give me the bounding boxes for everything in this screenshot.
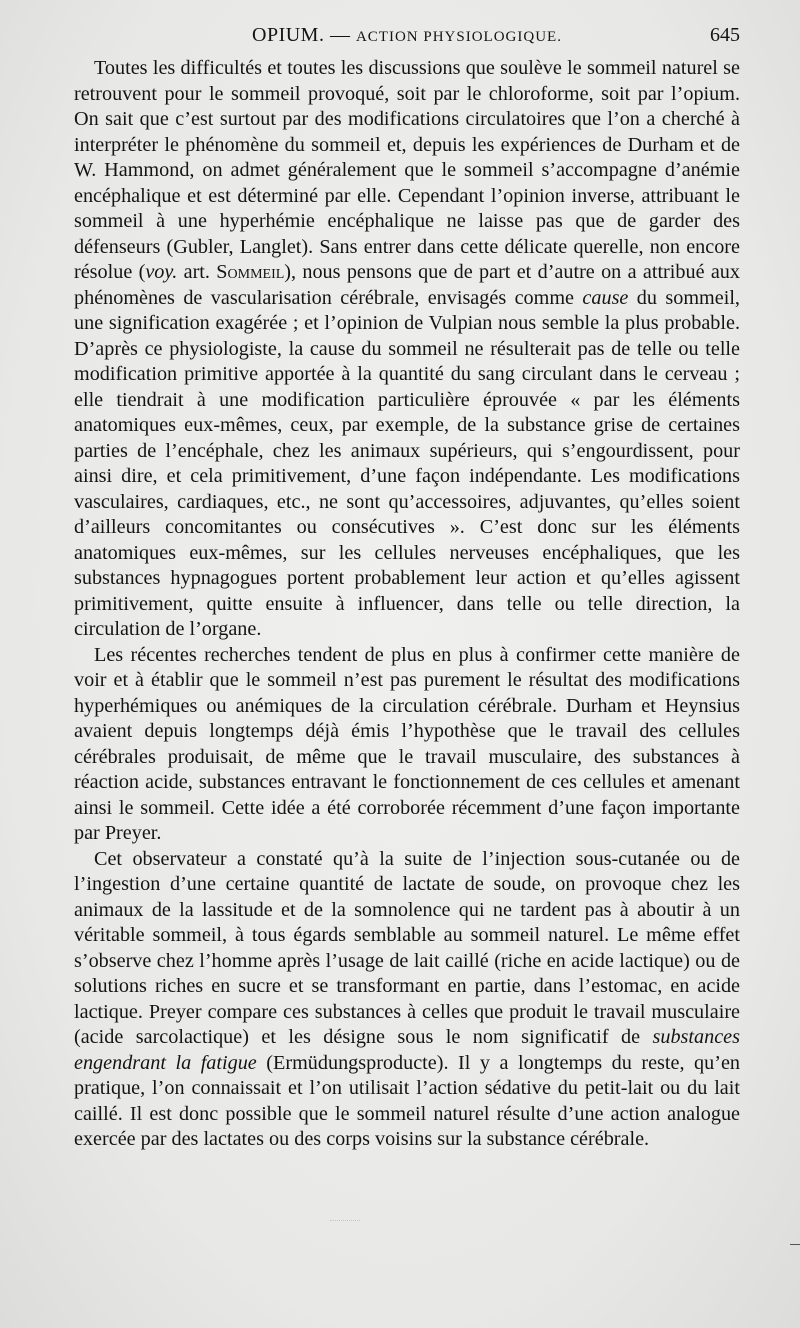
page-number: 645 bbox=[710, 24, 740, 46]
title-dash: — bbox=[324, 24, 356, 46]
cross-reference-sommeil: Sommeil bbox=[216, 261, 285, 283]
ink-smudge bbox=[330, 1214, 360, 1221]
paragraph-1-text-b: ), nous pensons que de part et d’autre on a attribué aux phénomènes de vascularisation cérébrale, envisagés comme bbox=[74, 261, 740, 309]
paragraph-1 bbox=[74, 56, 740, 643]
paragraph-3-text-a: Cet observateur a constaté qu’à la suite de l’injection sous-cutanée ou de l’ingestion d’une certaine quantité de lactate de soude, on provoque chez les animaux de la lassitude et de la somnolence qui ne tardent pas à aboutir à un véritable sommeil, à tous égards semblable au sommeil naturel. Le même effet s’observe chez l’homme après l’usage de lait caillé (riche en acide lactique) ou de solutions riches en sucre et se transformant en partie, dans l’estomac, en acide lactique. Preyer compare ces substances à celles que produit le travail musculaire (acide sarcolactique) et les désigne sous le nom significatif de bbox=[74, 847, 740, 1048]
page-edge-mark bbox=[790, 1244, 800, 1245]
title-subtitle: ACTION PHYSIOLOGIQUE. bbox=[355, 29, 562, 45]
emphasis-substances-fatigue: substances engendrant la fatigue bbox=[74, 1026, 740, 1074]
running-header bbox=[74, 24, 740, 54]
running-title bbox=[74, 24, 740, 47]
title-main: OPIUM. bbox=[252, 24, 325, 46]
paragraph-1-text-a: Toutes les difficultés et toutes les discussions que soulève le sommeil naturel se retrouvent pour le sommeil provoqué, soit par le chloroforme, soit par l’opium. On sait que c’est surtout par des modifications circulatoires que l’on a cherché à interpréter le phénomène du sommeil et, depuis les expériences de Durham et de W. Hammond, on admet généralement que le sommeil s’accompagne d’anémie encéphalique et est déterminé par elle. Cependant l’opinion inverse, attribuant le sommeil à une hyperhémie encéphalique ne laisse pas que de garder des défenseurs (Gubler, Langlet). Sans entrer dans cette délicate querelle, non encore résolue ( bbox=[74, 57, 740, 283]
voy-abbreviation: voy. bbox=[145, 261, 178, 283]
emphasis-cause: cause bbox=[582, 286, 629, 309]
body-text bbox=[74, 56, 740, 1153]
paragraph-3 bbox=[74, 847, 740, 1153]
paragraph-1-art: art. bbox=[177, 261, 217, 283]
paragraph-2 bbox=[74, 643, 740, 847]
paragraph-2-text: Les récentes recherches tendent de plus en plus à confirmer cette manière de voir et à établir que le sommeil n’est pas purement le résultat des modifications hyperhémiques ou anémiques de la circulation cérébrale. Durham et Heynsius avaient depuis longtemps déjà émis l’hypothèse que le travail des cellules cérébrales produisait, de même que le travail musculaire, des substances à réaction acide, substances entravant le fonctionnement de ces cellules et amenant ainsi le sommeil. Cette idée a été corroborée récemment d’une façon importante par Preyer. bbox=[74, 643, 740, 844]
paragraph-3-text-b: (Ermüdungsproducte). Il y a longtemps du reste, qu’en pratique, l’on connaissait et l’on utilisait l’action sédative du petit-lait ou du lait caillé. Il est donc possible que le sommeil naturel résulte d’une action analogue exercée par des lactates ou des corps voisins sur la substance cérébrale. bbox=[74, 1051, 740, 1150]
paragraph-1-text-c: du sommeil, une signification exagérée ; et l’opinion de Vulpian nous semble la plus probable. D’après ce physiologiste, la cause du sommeil ne résulterait pas de telle ou telle modification primitive apportée à la quantité du sang circulant dans le cerveau ; elle tiendrait à une modification particulière éprouvée « par les éléments anatomiques eux-mêmes, ceux, par exemple, de la substance grise de certaines parties de l’encéphale, chez les animaux supérieurs, qui s’engourdissent, pour ainsi dire, et cela primitivement, d’une façon indépendante. Les modifications vasculaires, cardiaques, etc., ne sont qu’accessoires, adjuvantes, qu’elles soient d’ailleurs concomitantes ou consécutives ». C’est donc sur les éléments anatomiques eux-mêmes, sur les cellules nerveuses encéphaliques, que les substances hypnagogues portent probablement leur action et qu’elles agissent primitivement, quitte ensuite à influencer, dans telle ou telle direction, la circulation de l’organe. bbox=[74, 286, 740, 640]
